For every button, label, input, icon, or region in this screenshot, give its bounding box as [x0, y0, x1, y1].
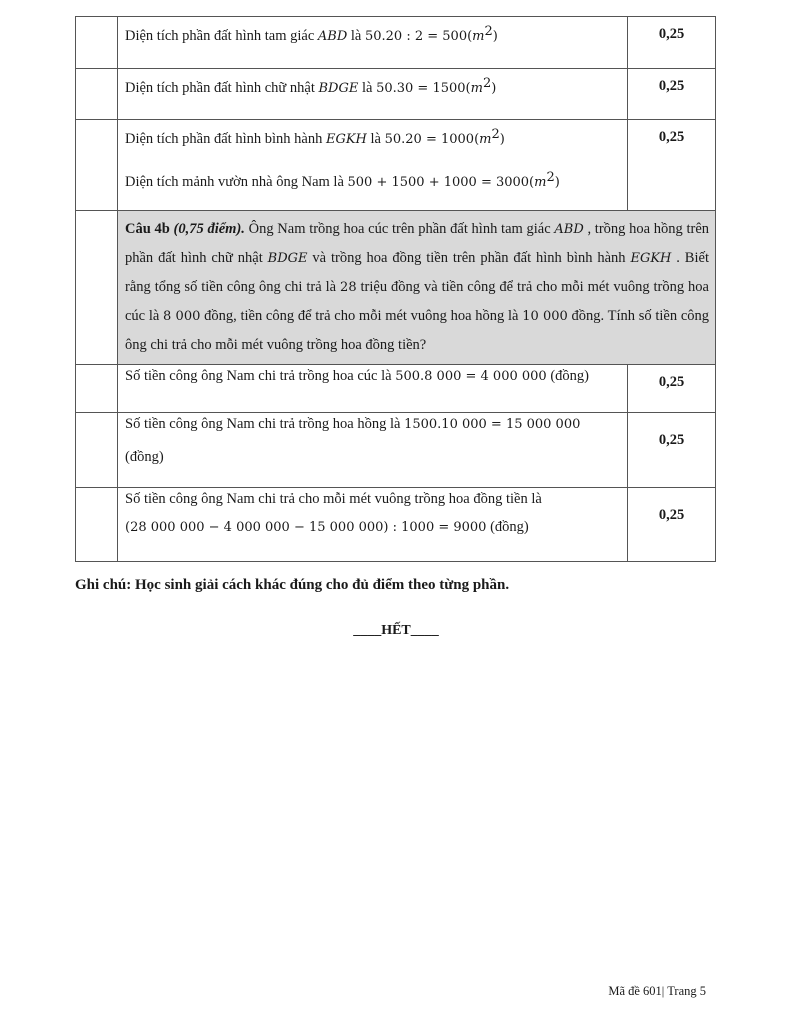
score-cell: [628, 69, 716, 120]
math-unit: m: [479, 132, 492, 147]
math-unit: m: [534, 174, 547, 190]
math-number: 8 000: [163, 309, 201, 324]
row-text: Diện tích phần đất hình bình hành: [125, 131, 326, 147]
question-part: Ông Nam trồng hoa cúc trên phần đất hình tam giác: [244, 221, 555, 237]
math-exponent: 2: [484, 24, 493, 39]
math-variable: BDGE: [318, 81, 359, 96]
math-close: ): [492, 29, 498, 44]
blank-cell: [76, 120, 118, 211]
blank-cell: [76, 413, 118, 488]
math-unit: m: [470, 81, 483, 96]
solution-cell: [118, 120, 628, 211]
page-footer: Mã đề 601| Trang 5: [608, 984, 706, 998]
question-part: triệu đồng và tiền công để trả cho mỗi mét vuông trồng hoa cúc là: [125, 279, 709, 324]
solution-cell: [118, 413, 628, 488]
question-text: [118, 211, 715, 364]
solution-cell: [118, 69, 628, 120]
row-text: Số tiền công ông Nam chi trả trồng hoa cúc là: [125, 368, 396, 384]
table-row: [76, 69, 716, 120]
math-expression: 500.8 000 = 4 000 000: [395, 369, 547, 384]
question-part: đồng, tiền công để trả cho mỗi mét vuông hoa hồng là: [200, 308, 523, 324]
row-text: Số tiền công ông Nam chi trả cho mỗi mét vuông trồng hoa đồng tiền là: [125, 491, 542, 507]
blank-cell: [76, 211, 118, 365]
row-text: Diện tích phần đất hình tam giác: [125, 28, 318, 44]
score: 0,25: [658, 374, 685, 390]
score-cell: [628, 365, 716, 413]
math-expression: 50.30 = 1500(: [376, 81, 471, 96]
math-close: ): [499, 132, 505, 147]
table-row: [76, 120, 716, 211]
math-close: ): [491, 81, 497, 96]
score-cell: [628, 488, 716, 562]
math-exponent: 2: [482, 76, 492, 91]
table-row: [76, 365, 716, 413]
score-cell: [628, 413, 716, 488]
marking-scheme-table: [75, 16, 716, 562]
math-variable: BDGE: [267, 251, 308, 266]
score: 0,25: [658, 26, 685, 42]
row-text: Số tiền công ông Nam chi trả trồng hoa hồng là: [125, 416, 405, 432]
math-unit: m: [472, 29, 485, 44]
score: 0,25: [658, 432, 685, 448]
math-number: 28: [340, 280, 357, 295]
solution-cell: [118, 17, 628, 69]
math-expression: (28 000 000 − 4 000 000 − 15 000 000) : 1000 = 9000: [125, 519, 487, 535]
score: 0,25: [658, 78, 685, 94]
question-points: (0,75 điểm).: [173, 221, 245, 237]
question-cell: [118, 211, 716, 365]
grading-note: Ghi chú: Học sinh giải cách khác đúng cho đủ điểm theo từng phần.: [75, 577, 510, 593]
math-expression: 50.20 = 1000(: [384, 132, 480, 147]
row-text: Diện tích phần đất hình chữ nhật: [125, 80, 319, 96]
math-number: 10 000: [522, 309, 568, 324]
math-variable: ABD: [317, 29, 348, 44]
question-part: . Biết rằng tổng số tiền công ông chi trả là: [125, 250, 709, 295]
score: 0,25: [658, 129, 685, 145]
table-row: [76, 413, 716, 488]
score-cell: [628, 120, 716, 211]
row-text: (đồng): [546, 368, 589, 384]
question-part: đồng. Tính số tiền công ông chi trả cho mỗi mét vuông trồng hoa đồng tiền?: [125, 308, 710, 353]
blank-cell: [76, 365, 118, 413]
row-text: là: [366, 131, 385, 147]
question-row: [76, 211, 716, 365]
question-label: Câu 4b: [125, 221, 170, 237]
math-expression: 500 + 1500 + 1000 = 3000(: [347, 174, 535, 190]
blank-cell: [76, 69, 118, 120]
math-variable: ABD: [554, 222, 584, 237]
math-exponent: 2: [491, 127, 500, 142]
end-marker: ____HẾT____: [353, 623, 439, 638]
table-row: [76, 488, 716, 562]
solution-cell: [118, 488, 628, 562]
row-text: Diện tích mảnh vườn nhà ông Nam là: [125, 173, 348, 190]
blank-cell: [76, 17, 118, 69]
row-text: là: [347, 28, 365, 44]
math-expression: 1500.10 000 = 15 000 000: [404, 417, 581, 432]
table-row: [76, 17, 716, 69]
blank-cell: [76, 488, 118, 562]
row-text: là: [358, 80, 377, 96]
solution-cell: [118, 365, 628, 413]
score: 0,25: [658, 507, 685, 523]
math-variable: EGKH: [630, 251, 672, 266]
row-text: (đồng): [486, 518, 529, 535]
score-cell: [628, 17, 716, 69]
math-variable: EGKH: [325, 132, 367, 147]
question-part: , trồng hoa hồng trên phần đất hình chữ nhật: [125, 221, 710, 266]
math-expression: 50.20 : 2 = 500(: [364, 29, 473, 44]
math-exponent: 2: [546, 169, 555, 185]
math-close: ): [554, 174, 560, 190]
question-part: và trồng hoa đồng tiền trên phần đất hình bình hành: [307, 250, 631, 266]
row-text: (đồng): [125, 448, 164, 465]
